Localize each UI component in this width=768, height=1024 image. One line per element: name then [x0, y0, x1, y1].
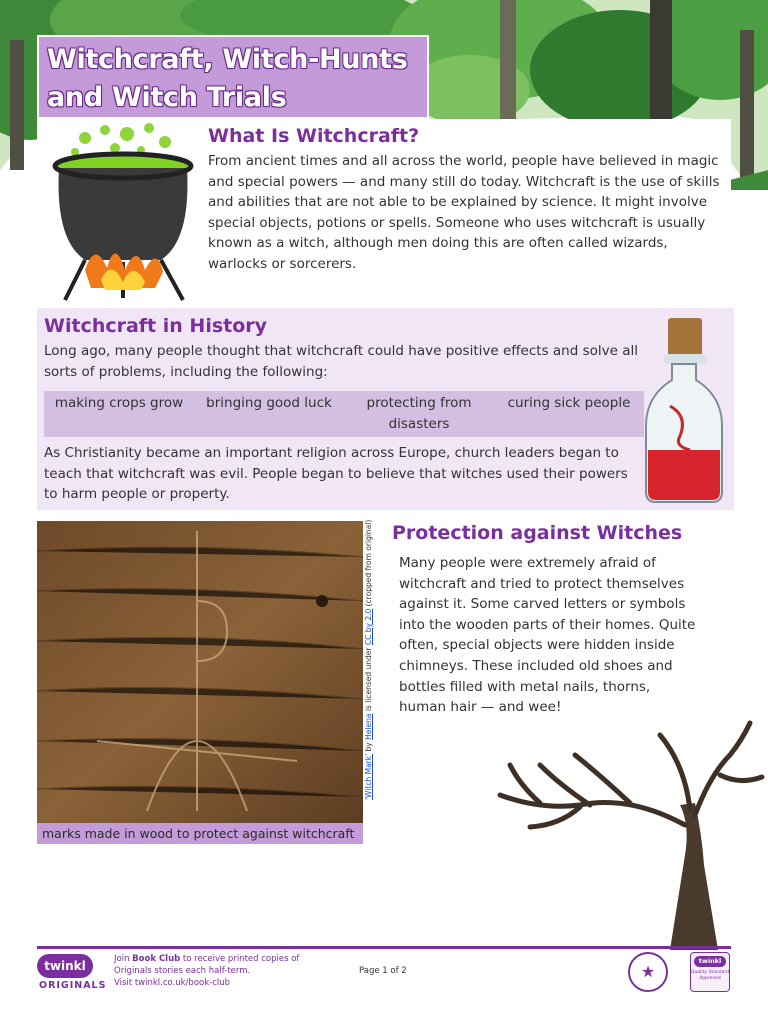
cauldron-illustration	[45, 120, 205, 305]
quality-badge-logo: twinkl	[694, 956, 726, 967]
image-credit-license-link[interactable]: CC by 2.0	[364, 608, 373, 646]
section-heading-protection-against-witches: Protection against Witches	[392, 522, 683, 544]
twinkl-originals-logo	[37, 954, 107, 994]
section-heading-witchcraft-in-history: Witchcraft in History	[44, 315, 268, 337]
list-item: protecting from disasters	[366, 395, 472, 432]
positive-effects-list	[44, 391, 644, 437]
image-credit	[362, 510, 376, 800]
photo-caption: marks made in wood to protect against witchcraft	[37, 823, 363, 844]
witch-mark-wood-photo	[37, 521, 363, 823]
section-heading-what-is-witchcraft: What Is Witchcraft?	[208, 125, 420, 147]
book-club-link[interactable]: Book Club	[132, 954, 181, 964]
section-outro-witchcraft-in-history: As Christianity became an important religion across Europe, church leaders began to teach that witchcraft was evil. People began to believe that witches used their powers to harm people or property.	[44, 445, 628, 503]
title-box	[37, 35, 429, 119]
image-credit-mid: is licensed under	[364, 645, 373, 714]
section-body-what-is-witchcraft: From ancient times and all across the world, people have believed in magic and special powers — and many still do today. Witchcraft is the use of skills and abilities that are not able to be explained by science. It might involve special objects, potions or spells. Someone who uses witchcraft is usually known as a witch, although men doing this are often called wizards, warlocks or sorcerers.	[208, 153, 720, 272]
quality-standard-badge	[690, 952, 730, 992]
quality-badge-text: Quality Standard Approved	[691, 970, 729, 981]
star-icon: ★	[628, 952, 668, 992]
image-credit-by: by	[364, 739, 373, 754]
section-intro-witchcraft-in-history: Long ago, many people thought that witchcraft could have positive effects and solve all sorts of problems, including the following:	[44, 343, 638, 380]
twinkl-logo-badge: twinkl	[37, 954, 93, 978]
list-item: bringing good luck	[206, 395, 332, 411]
section-body-protection-against-witches: Many people were extremely afraid of witchcraft and tried to protect themselves against it. Some carved letters or symbols into the wooden parts of their homes. Quite often, special objects were hidden inside chimneys. These included old shoes and bottles filled with metal nails, thorns, human hair — and wee!	[399, 555, 696, 716]
page-number: Page 1 of 2	[359, 966, 407, 976]
list-item: curing sick people	[507, 395, 631, 411]
image-credit-work-link[interactable]: 'Witch Mark'	[364, 753, 373, 800]
book-club-rest: to receive printed copies of Originals stories each half-term.	[114, 954, 300, 976]
book-club-url[interactable]: Visit twinkl.co.uk/book-club	[114, 978, 231, 988]
image-credit-author-link[interactable]: Helena	[364, 713, 373, 740]
list-item: making crops grow	[54, 395, 184, 411]
potion-bottle-illustration	[640, 316, 728, 506]
book-club-note	[114, 953, 314, 989]
image-credit-tail: (cropped from original)	[364, 519, 373, 609]
footer-divider	[37, 946, 731, 949]
book-club-join: Join	[114, 954, 133, 964]
bare-tree-illustration	[480, 715, 768, 950]
page-title: Witchcraft, Witch-Hunts and Witch Trials	[47, 44, 408, 113]
originals-logo-text: ORIGINALS	[39, 980, 107, 991]
